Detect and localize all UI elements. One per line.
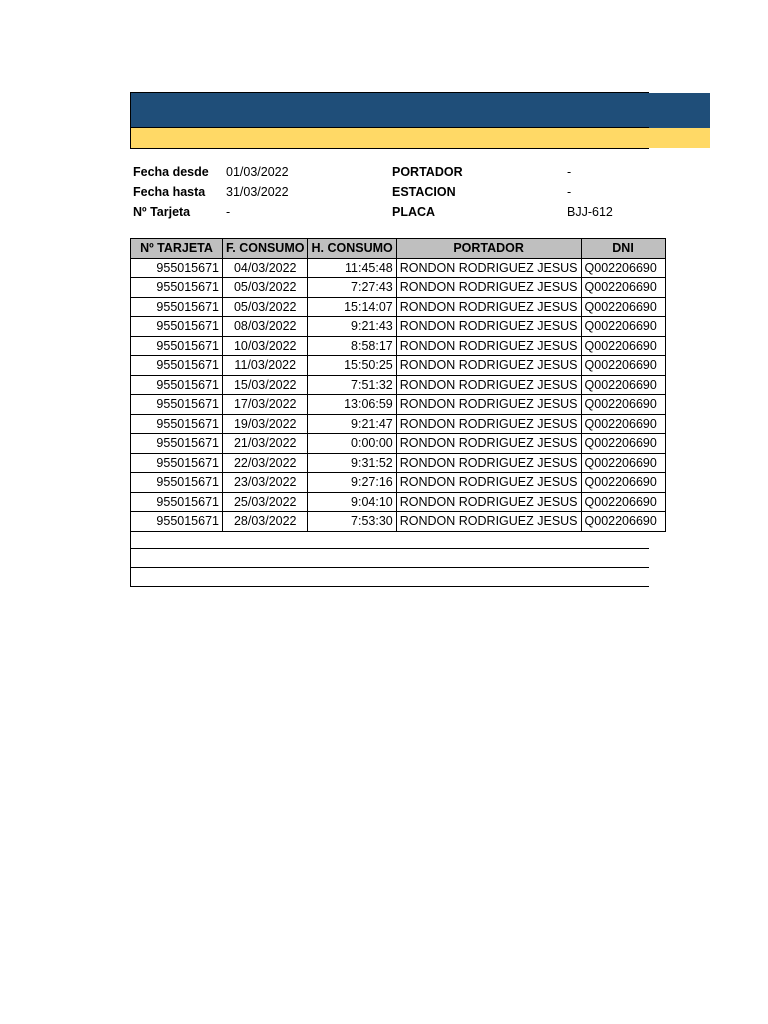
cell-dni: Q002206690 <box>581 473 665 493</box>
cell-dni: Q002206690 <box>581 375 665 395</box>
table-header-row <box>131 239 666 259</box>
label-estacion: ESTACION <box>392 185 456 199</box>
table-row <box>131 356 666 376</box>
cell-tarjeta: 955015671 <box>131 414 223 434</box>
cell-portador: RONDON RODRIGUEZ JESUS <box>396 375 581 395</box>
cell-fecha-consumo: 22/03/2022 <box>223 453 308 473</box>
cell-hora-consumo: 9:27:16 <box>308 473 396 493</box>
column-header-tarjeta: Nº TARJETA <box>131 239 223 259</box>
cell-fecha-consumo: 05/03/2022 <box>223 297 308 317</box>
cell-fecha-consumo: 19/03/2022 <box>223 414 308 434</box>
cell-tarjeta: 955015671 <box>131 258 223 278</box>
cell-hora-consumo: 13:06:59 <box>308 395 396 415</box>
cell-hora-consumo: 8:58:17 <box>308 336 396 356</box>
value-placa: BJJ-612 <box>567 205 613 219</box>
cell-portador: RONDON RODRIGUEZ JESUS <box>396 473 581 493</box>
cell-portador: RONDON RODRIGUEZ JESUS <box>396 395 581 415</box>
value-portador: - <box>567 165 572 179</box>
cell-tarjeta: 955015671 <box>131 453 223 473</box>
cell-dni: Q002206690 <box>581 453 665 473</box>
cell-hora-consumo: 7:51:32 <box>308 375 396 395</box>
cell-dni: Q002206690 <box>581 278 665 298</box>
cell-dni: Q002206690 <box>581 317 665 337</box>
table-row <box>131 492 666 512</box>
empty-table-row <box>130 549 649 568</box>
empty-table-row <box>130 530 649 549</box>
cell-fecha-consumo: 23/03/2022 <box>223 473 308 493</box>
empty-table-row <box>130 568 649 587</box>
cell-portador: RONDON RODRIGUEZ JESUS <box>396 297 581 317</box>
cell-tarjeta: 955015671 <box>131 492 223 512</box>
table-row <box>131 375 666 395</box>
cell-dni: Q002206690 <box>581 336 665 356</box>
cell-hora-consumo: 15:14:07 <box>308 297 396 317</box>
cell-fecha-consumo: 21/03/2022 <box>223 434 308 454</box>
table-row <box>131 278 666 298</box>
table-row <box>131 453 666 473</box>
subtitle-banner-extension <box>649 128 710 148</box>
table-row <box>131 258 666 278</box>
cell-hora-consumo: 9:21:43 <box>308 317 396 337</box>
cell-tarjeta: 955015671 <box>131 278 223 298</box>
cell-hora-consumo: 9:31:52 <box>308 453 396 473</box>
cell-tarjeta: 955015671 <box>131 434 223 454</box>
cell-tarjeta: 955015671 <box>131 356 223 376</box>
label-tarjeta: Nº Tarjeta <box>133 205 191 219</box>
title-banner-extension <box>649 93 710 128</box>
cell-portador: RONDON RODRIGUEZ JESUS <box>396 512 581 532</box>
cell-dni: Q002206690 <box>581 258 665 278</box>
cell-fecha-consumo: 05/03/2022 <box>223 278 308 298</box>
label-portador: PORTADOR <box>392 165 463 179</box>
cell-portador: RONDON RODRIGUEZ JESUS <box>396 336 581 356</box>
cell-dni: Q002206690 <box>581 492 665 512</box>
cell-hora-consumo: 11:45:48 <box>308 258 396 278</box>
label-fecha-desde: Fecha desde <box>133 165 209 179</box>
column-header-dni: DNI <box>581 239 665 259</box>
cell-tarjeta: 955015671 <box>131 512 223 532</box>
cell-tarjeta: 955015671 <box>131 317 223 337</box>
cell-portador: RONDON RODRIGUEZ JESUS <box>396 453 581 473</box>
cell-hora-consumo: 9:21:47 <box>308 414 396 434</box>
cell-dni: Q002206690 <box>581 414 665 434</box>
cell-fecha-consumo: 04/03/2022 <box>223 258 308 278</box>
cell-tarjeta: 955015671 <box>131 297 223 317</box>
value-estacion: - <box>567 185 572 199</box>
value-fecha-hasta: 31/03/2022 <box>226 185 289 199</box>
cell-tarjeta: 955015671 <box>131 336 223 356</box>
value-tarjeta: - <box>226 205 231 219</box>
title-banner <box>130 92 649 128</box>
cell-dni: Q002206690 <box>581 434 665 454</box>
column-header-hora-consumo: H. CONSUMO <box>308 239 396 259</box>
table-row <box>131 317 666 337</box>
table-row <box>131 297 666 317</box>
cell-portador: RONDON RODRIGUEZ JESUS <box>396 317 581 337</box>
subtitle-banner <box>130 128 649 149</box>
table-row <box>131 414 666 434</box>
cell-hora-consumo: 9:04:10 <box>308 492 396 512</box>
cell-hora-consumo: 7:27:43 <box>308 278 396 298</box>
cell-hora-consumo: 7:53:30 <box>308 512 396 532</box>
cell-fecha-consumo: 11/03/2022 <box>223 356 308 376</box>
label-placa: PLACA <box>392 205 436 219</box>
cell-portador: RONDON RODRIGUEZ JESUS <box>396 434 581 454</box>
cell-portador: RONDON RODRIGUEZ JESUS <box>396 414 581 434</box>
cell-portador: RONDON RODRIGUEZ JESUS <box>396 492 581 512</box>
consumption-table <box>130 238 666 532</box>
column-header-portador: PORTADOR <box>396 239 581 259</box>
cell-fecha-consumo: 25/03/2022 <box>223 492 308 512</box>
cell-portador: RONDON RODRIGUEZ JESUS <box>396 356 581 376</box>
cell-dni: Q002206690 <box>581 297 665 317</box>
cell-fecha-consumo: 10/03/2022 <box>223 336 308 356</box>
table-row <box>131 512 666 532</box>
cell-fecha-consumo: 08/03/2022 <box>223 317 308 337</box>
table-row <box>131 434 666 454</box>
cell-portador: RONDON RODRIGUEZ JESUS <box>396 278 581 298</box>
table-row <box>131 336 666 356</box>
cell-dni: Q002206690 <box>581 356 665 376</box>
column-header-fecha-consumo: F. CONSUMO <box>223 239 308 259</box>
table-body <box>131 258 666 531</box>
cell-hora-consumo: 0:00:00 <box>308 434 396 454</box>
cell-fecha-consumo: 28/03/2022 <box>223 512 308 532</box>
cell-portador: RONDON RODRIGUEZ JESUS <box>396 258 581 278</box>
cell-fecha-consumo: 17/03/2022 <box>223 395 308 415</box>
table-row <box>131 395 666 415</box>
cell-dni: Q002206690 <box>581 395 665 415</box>
cell-tarjeta: 955015671 <box>131 395 223 415</box>
cell-fecha-consumo: 15/03/2022 <box>223 375 308 395</box>
cell-tarjeta: 955015671 <box>131 375 223 395</box>
table-row <box>131 473 666 493</box>
value-fecha-desde: 01/03/2022 <box>226 165 289 179</box>
cell-dni: Q002206690 <box>581 512 665 532</box>
cell-hora-consumo: 15:50:25 <box>308 356 396 376</box>
label-fecha-hasta: Fecha hasta <box>133 185 206 199</box>
cell-tarjeta: 955015671 <box>131 473 223 493</box>
